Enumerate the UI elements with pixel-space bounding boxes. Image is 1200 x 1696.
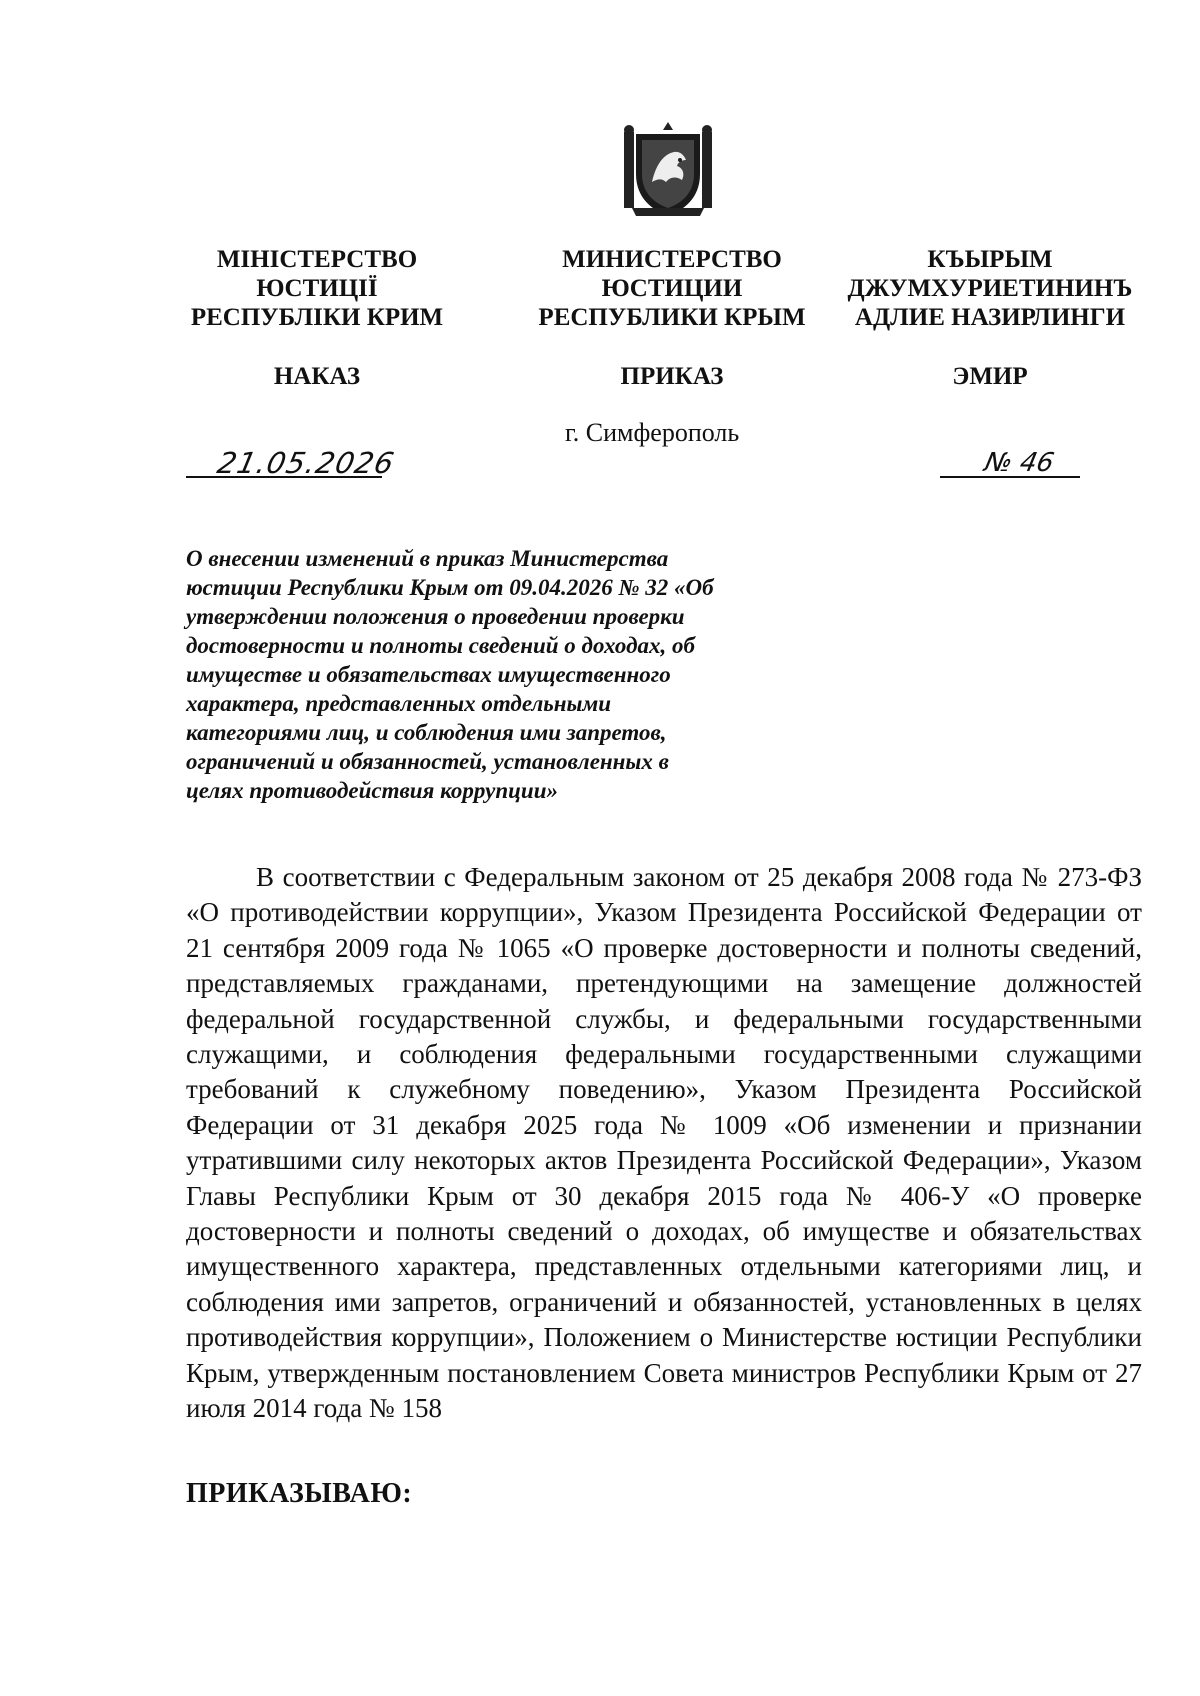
ministry-name-line: ДЖУМХУРИЕТИНИНЪ bbox=[847, 275, 1133, 302]
handwritten-date: 21.05.2026 bbox=[214, 446, 398, 480]
handwritten-number: № 46 bbox=[981, 448, 1057, 478]
ministry-name-line: МІНІСТЕРСТВО bbox=[216, 246, 418, 273]
document-kind: ПРИКАЗ bbox=[620, 363, 724, 390]
document-subject: О внесении изменений в приказ Министерства юстиции Республики Крым от 09.04.2026 № 32 «Об утверждении положения о проведении проверки достоверности и полноты сведений о доходах, об имуществе и обязательствах имущественного характера, представленных отдельными категориями лиц, и соблюдения ими запретов, ограничений и обязанностей, установленных в целях противодействия коррупции» bbox=[186, 546, 714, 803]
ministry-name-line: МИНИСТЕРСТВО bbox=[562, 246, 782, 273]
ministry-name-line: ЮСТИЦИИ bbox=[601, 275, 743, 302]
header-ukrainian bbox=[182, 245, 452, 391]
ministry-name-line: РЕСПУБЛИКИ КРЫМ bbox=[538, 304, 806, 331]
city-name: г. Симферополь bbox=[565, 418, 740, 447]
header-crimean-tatar bbox=[845, 245, 1135, 391]
preamble-paragraph: В соответствии с Федеральным законом от 25 декабря 2008 года № 273-ФЗ «О противодействии коррупции», Указом Президента Российской Федерации от 21 сентября 2009 года № 1065 «О проверке достоверности и полноты сведений, представляемых гражданами, претендующими на замещение должностей федеральной государственной службы, и федеральными государственными служащими, и соблюдения федеральными государственными служащими требований к служебному поведению», Указом Президента Российской Федерации от 31 декабря 2025 года № 1009 «Об изменении и признании утратившими силу некоторых актов Президента Российской Федерации», Указом Главы Республики Крым от 30 декабря 2015 года № 406-У «О проверке достоверности и полноты сведений о доходах, об имуществе и обязательствах имущественного характера, представленных отдельными категориями лиц, и соблюдения ими запретов, ограничений и обязанностей, установленных в целях противодействия коррупции», Положением о Министерстве юстиции Республики Крым, утвержденным постановлением Совета министров Республики Крым от 27 июля 2014 года № 158 bbox=[186, 862, 1142, 1424]
ministry-name-line: АДЛИЕ НАЗИРЛИНГИ bbox=[854, 304, 1126, 331]
ministry-name-line: ЮСТИЦІЇ bbox=[256, 275, 378, 302]
header-russian bbox=[522, 245, 822, 391]
coat-of-arms-icon bbox=[622, 122, 714, 222]
ministry-name-line: РЕСПУБЛІКИ КРИМ bbox=[190, 304, 444, 331]
document-kind: НАКАЗ bbox=[273, 363, 361, 390]
order-heading: ПРИКАЗЫВАЮ: bbox=[186, 1478, 413, 1509]
ministry-name-line: КЪЫРЫМ bbox=[927, 246, 1053, 273]
document-kind: ЭМИР bbox=[952, 363, 1028, 390]
